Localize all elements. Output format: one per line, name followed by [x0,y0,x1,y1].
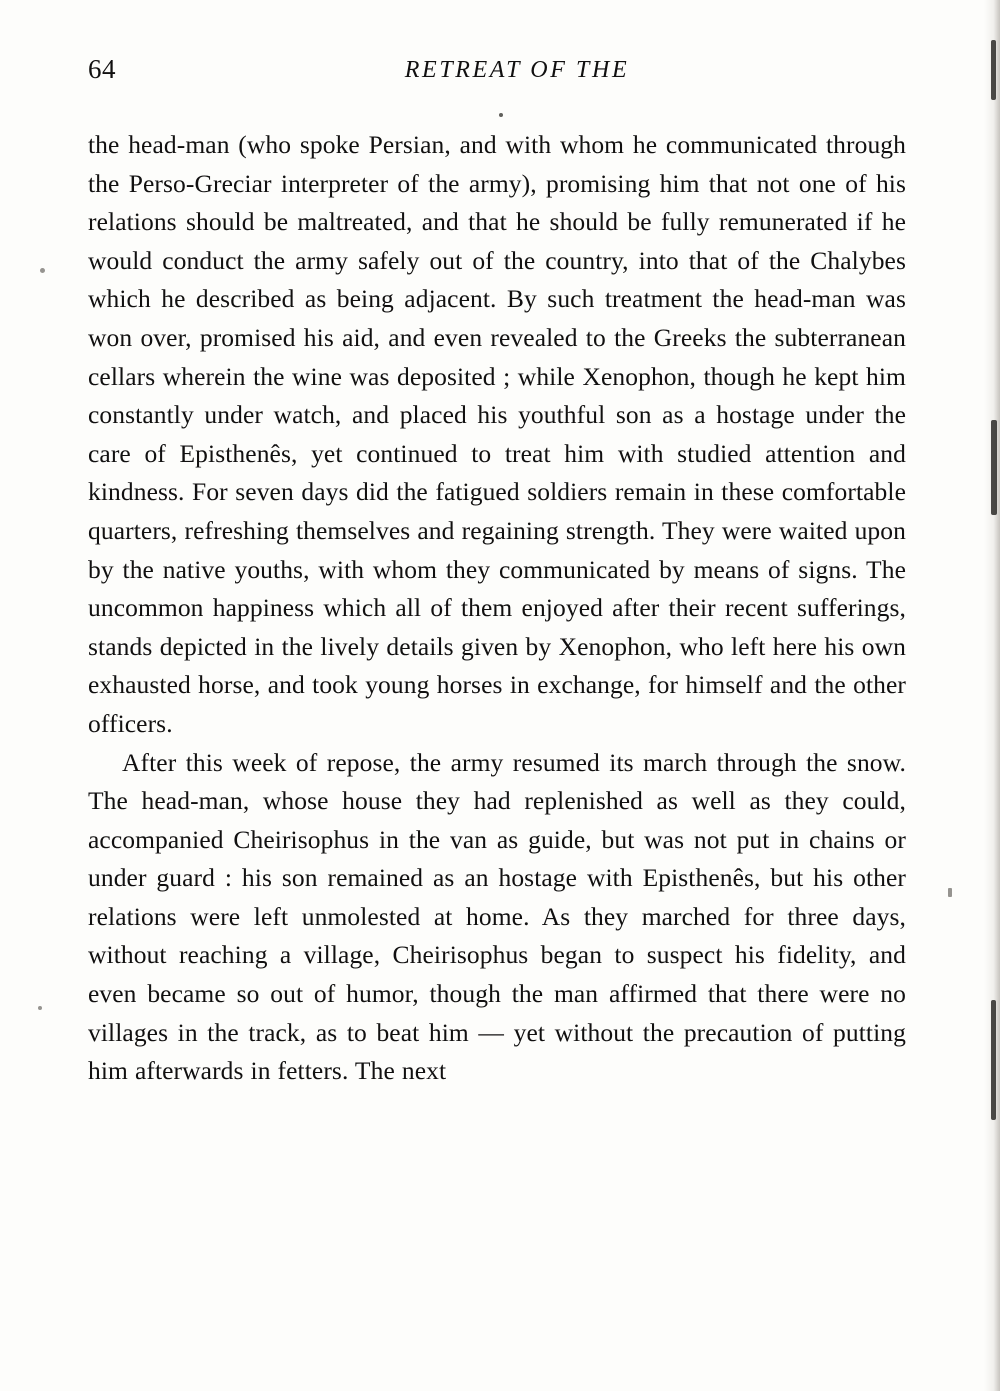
paragraph-1: the head-man (who spoke Persian, and with whom he communicated through the Perso-Greciar interpreter of the army), promising him that not one of his relations should be maltreated, and that he should be fully remunerated if he would conduct the army safely out of the country, into that of the Chalybes which he described as being adjacent. By such treatment the head-man was won over, promised his aid, and even revealed to the Greeks the subterranean cellars wherein the wine was deposited ; while Xenophon, though he kept him constantly under watch, and placed his youthful son as a hostage under the care of Episthenês, yet continued to treat him with studied attention and kindness. For seven days did the fatigued soldiers remain in these comfortable quarters, refreshing themselves and regaining strength. They were waited upon by the native youths, with whom they communicated by means of signs. The uncommon happiness which all of them enjoyed after their recent sufferings, stands depicted in the lively details given by Xenophon, who left here his own exhausted horse, and took young horses in exchange, for himself and the other officers. [88,130,906,738]
scan-artifact [991,40,996,100]
ink-speck [40,268,45,273]
ink-speck [38,1006,42,1010]
page-number: 64 [88,54,116,84]
page-body [88,126,906,1091]
ink-speck [948,888,952,897]
page-header [88,52,906,92]
scan-edge-shadow [984,0,1000,1391]
paragraph-2: After this week of repose, the army resumed its march through the snow. The head-man, whose house they had replenished as well as they could, accompanied Cheirisophus in the van as guide, but was not put in chains or under guard : his son remained as an hostage with Episthenês, but his other relations were left unmolested at home. As they marched for three days, without reaching a village, Cheirisophus began to suspect his fidelity, and even became so out of humor, though the man affirmed that there were no villages in the track, as to beat him — yet without the precaution of putting him afterwards in fetters. The next [88,747,906,1086]
ink-speck [499,113,503,117]
scan-artifact [991,420,997,515]
scan-artifact [991,1000,996,1120]
running-head-title: RETREAT OF THE [404,57,630,83]
